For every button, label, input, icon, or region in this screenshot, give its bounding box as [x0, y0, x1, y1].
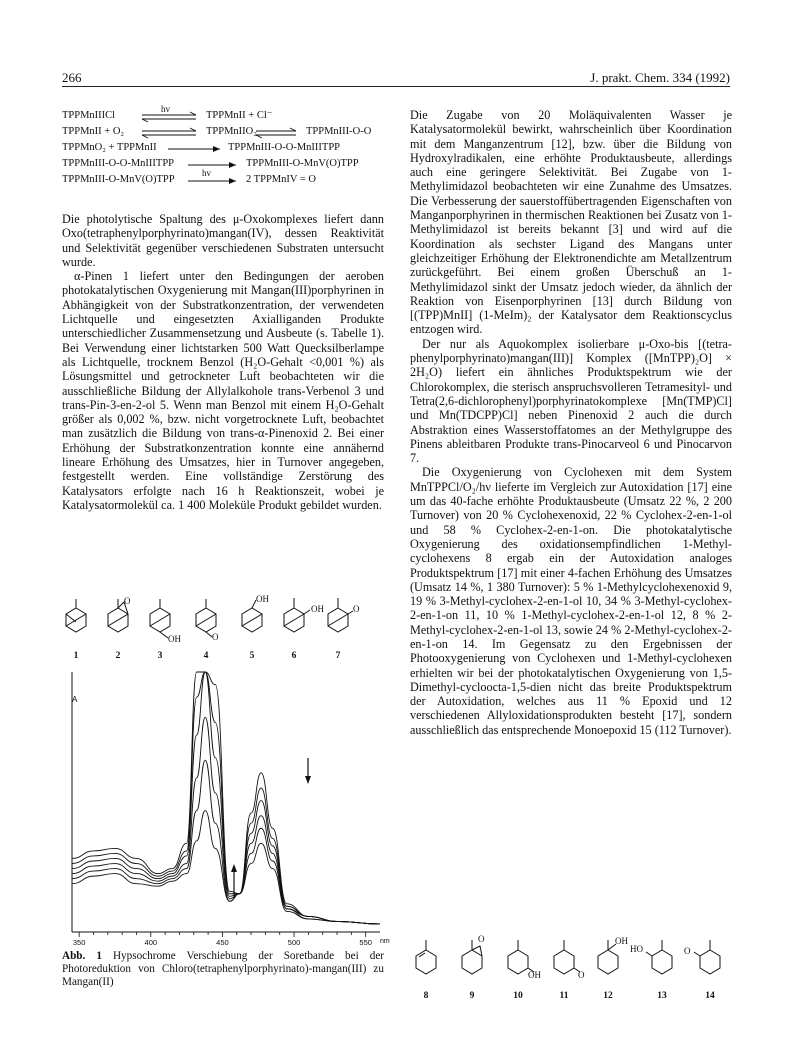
structure-11 [554, 940, 580, 974]
substituent-label: O [684, 946, 691, 956]
x-tick-label: 400 [144, 938, 158, 947]
equation-4 [62, 156, 392, 172]
eq4-right: TPPMnIII-O-MnV(O)TPP [246, 158, 359, 169]
equilibrium-arrow-icon [254, 124, 298, 140]
structure-14 [694, 940, 720, 974]
uv-vis-spectrum-chart [62, 666, 398, 952]
page-number: 266 [62, 70, 82, 85]
paragraph: Die Oxygenierung von Cyclohexen mit dem System MnTPPCl/O₂/hν lieferte im Vergleich zur Autoxidation [17] eine um das 40-fache erhöhte Produktausbeute (Umsatz 22 %, 2 200 Turnover) von 20 % Cyclohexenoxid, 22 % Cyclohex-2-en-1-ol und 58 % Cyclohex-2-en-1-on. Die photokatalytische Oxygenierung des oxidationsempfindlichen 1-Methyl-cyclohexens 8 ergab ein der Autoxidation analoges Produktspektrum [17] mit einer 4-fachen Erhöhung des Umsatzes (Umsatz 14 %, 1 380 Turnover): 5 % 1-Methylcyclohexenoxid 9, 19 % 3-Methyl-cyclohex-2-en-1-ol 10, 34 % 3-Methyl-cyclohex-2-en-1-on 11, 10 % 1-Methyl-cyclohex-2-en-1-ol 12, 8 % 2-Methyl-cyclohex-2-en-1-ol 13, sowie 24 % 2-Methyl-cyclohex-2-en-1-on 14. Im Gegensatz zu den Ergebnissen der Photooxygenierung von Cyclohexen und 1-Methyl-cyclohexen erhielten wir bei der photokatalytischen Oxygenierung von 1,5-Dimethyl-cycloocta-1,5-dien nicht das breite Produktspektrum der Autoxidation, welches aus 11 % Epoxid und 12 verschiedenen Allyloxidationsprodukten besteht [17], sondern ausschließlich das entsprechende Monoepoxid 15 (112 Turnover). [410, 465, 732, 737]
substituent-label: OH [256, 594, 269, 604]
right-column [410, 108, 732, 737]
structure-6 [284, 598, 310, 632]
equation-5 [62, 168, 392, 188]
annotation-arrow-down-icon [305, 758, 311, 784]
spectrum-curve-2 [72, 760, 380, 924]
equilibrium-arrow-icon [140, 124, 198, 140]
substituent-label: O [353, 604, 360, 614]
compound-number: 2 [115, 651, 121, 660]
equation-3 [62, 140, 392, 156]
figure-caption [62, 950, 384, 989]
substituent-label: OH [168, 634, 181, 644]
compound-number: 14 [705, 991, 715, 1000]
compound-number: 3 [157, 651, 163, 660]
structure-9 [462, 940, 482, 974]
paragraph: Der nur als Aquokomplex isolierbare μ-Oxo-bis [(tetra-phenylporphyrinato)mangan(III)] Komplex ([MnTPP)₂O] × 2H₂O) liefert ein ähnliches Produktspektrum wie der Chlorokomplex, die sterisch anspruchsvolleren Tetramesityl- und Tetra(2,6-dichlorophenyl)porphyrinatokomplexe [Mn(TMP)Cl] und Mn(TDCPP)Cl] neben Pinenoxid 2 auch die durch Abstraktion eines Wasserstoffatomes an der Methylgruppe des Pinens ableitbaren Produkte trans-Pinocarveol 6 und Pinocarvon 7. [410, 336, 732, 466]
panel-label: A [72, 695, 78, 704]
substituent-label: O [578, 970, 585, 980]
structures-pinene-products [62, 590, 392, 660]
eq2-right: TPPMnIIO₂ [206, 126, 257, 137]
structure-1 [66, 599, 86, 632]
paragraph: Die Zugabe von 20 Moläquivalenten Wasser je Katalysatormolekül bewirkt, wahrscheinlich über Koordination mit dem Manganzentrum [12], bzw. über die Bildung von Hydroxylradikalen, eine erhöhte Produktausbeute, allerdings auch eine geringere Selektivität. Bei Zugabe von 1-Methylimidazol beobachteten wir eine Zunahme des Umsatzes. Die Verbesserung der sauerstoffübertragenden Eigenschaften von Manganporphyrinen in thermischen Reaktionen bei Zusatz von 1-Methylimidazol ist bereits bekannt [3] und wird auf die Koordination als sechster Ligand des Mangans unter gleichzeitiger Erhöhung der Elektronendichte am Metallzentrum zurückgeführt. Bei einem großen Überschuß an 1-Methylimidazol sinkt der Umsatz jedoch wieder, da ähnlich der Reaktion von Eisenporphyrinen [13] durch Bildung von [(TPP)MnII] (1-MeIm)₂ der Katalysator dem Reaktionscyclus entzogen wird. [410, 108, 732, 337]
compound-number: 9 [469, 991, 475, 1000]
compound-number: 11 [559, 991, 569, 1000]
structure-5 [242, 600, 262, 632]
structure-7 [328, 598, 353, 632]
substituent-label: OH [311, 604, 324, 614]
x-tick-label: 550 [359, 938, 372, 947]
substituent-label: OH [528, 970, 541, 980]
journal-citation: J. prakt. Chem. 334 (1992) [590, 70, 730, 85]
eq5-left: TPPMnIII-O-MnV(O)TPP [62, 174, 175, 185]
compound-number: 1 [73, 651, 79, 660]
eq2-extra: TPPMnIII-O-O [306, 126, 372, 137]
substituent-label: OH [615, 936, 628, 946]
eq4-left: TPPMnIII-O-O-MnIIITPP [62, 158, 174, 169]
compound-number: 4 [203, 651, 209, 660]
paragraph: α-Pinen 1 liefert unter den Bedingungen der aeroben photokatalytischen Oxygenierung mit Mangan(III)porphyrinen in Abhängigkeit von der Substratkonzentration, der verwendeten Lichtquelle und eingesetzten Axialliganden Produkte unterschiedlicher Zusammensetzung und Ausbeute (s. Tabelle 1). Bei Verwendung einer lichtstarken 500 Watt Quecksilberlampe als Lichtquelle, trocknem Benzol (H₂O-Gehalt <0,001 %) als Lösungsmittel und getrockneter Luft beobachteten wir die ausschließliche Bildung der Allylalkohole trans-Verbenol 3 und trans-Pin-3-en-2-ol 5. Wenn man Benzol mit einem H₂O-Gehalt größer als 0,002 %, bzw. nicht vorgetrocknete Luft, beobachtet man zusätzlich die Bildung von trans-α-Pinenoxid 2. Bei einer Erhöhung der Substratkonzentration konnte eine annähernd lineare Erhöhung des Umsatzes, hier in Turnover angegeben, festgestellt werden. Eine vollständige Zerstörung des Katalysators erfolgte nach 16 h Reaktionszeit, wobei je Katalysatormolekül ca. 1 400 Moleküle Produkt gebildet wurden. [62, 269, 384, 512]
caption-text: Hypsochrome Verschiebung der Soretbande bei der Photoreduktion von Chloro(tetraphenylporphyrinato)-mangan(III) zu Mangan(II) [62, 950, 385, 988]
x-tick-label: 450 [216, 938, 229, 947]
eq5-arrow-label: hv [202, 168, 211, 178]
compound-number: 12 [603, 991, 613, 1000]
structure-10 [508, 940, 534, 974]
eq1-arrow-label: hv [161, 104, 170, 114]
structure-13 [646, 940, 672, 974]
page-header [62, 70, 730, 87]
eq3-left: TPPMnO₂ + TPPMnII [62, 142, 157, 153]
x-tick-label: 500 [287, 938, 301, 947]
eq1-right: TPPMnII + Cl⁻ [206, 110, 273, 121]
reaction-arrow-icon [186, 172, 238, 188]
compound-number: 13 [657, 991, 667, 1000]
compound-number: 5 [249, 651, 255, 660]
equation-2 [62, 124, 392, 140]
eq1-left: TPPMnIIICl [62, 110, 116, 121]
reaction-scheme [62, 104, 392, 188]
compound-number: 10 [513, 991, 523, 1000]
paragraph: Die photolytische Spaltung des μ-Oxokomplexes liefert dann Oxo(tetraphenylporphyrinato)mangan(IV), dessen Reaktivität und Selektivität gegenüber verschiedenen Substraten untersucht wurde. [62, 212, 384, 269]
compound-number: 7 [335, 651, 341, 660]
eq2-left: TPPMnII + O₂ [62, 126, 125, 137]
figure-label: Abb. 1 [62, 950, 102, 962]
left-column [62, 212, 384, 512]
substituent-label: O [212, 632, 219, 642]
structures-cyclohexene-products [408, 930, 738, 1000]
substituent-label: HO [630, 944, 643, 954]
reaction-arrow-icon [166, 140, 222, 156]
chart-axes [72, 672, 380, 947]
structure-3 [150, 599, 170, 638]
x-tick-label: 350 [72, 938, 86, 947]
equation-1 [62, 104, 392, 124]
compound-number: 6 [291, 651, 297, 660]
eq3-right: TPPMnIII-O-O-MnIIITPP [228, 142, 340, 153]
substituent-label: O [478, 934, 485, 944]
x-axis-unit: nm [380, 938, 390, 945]
substituent-label: O [124, 596, 131, 606]
chart-series [72, 672, 380, 924]
reaction-arrow-icon [186, 156, 238, 172]
eq5-right: 2 TPPMnIV = O [246, 174, 317, 185]
structure-8 [416, 940, 436, 974]
compound-number: 8 [423, 991, 429, 1000]
